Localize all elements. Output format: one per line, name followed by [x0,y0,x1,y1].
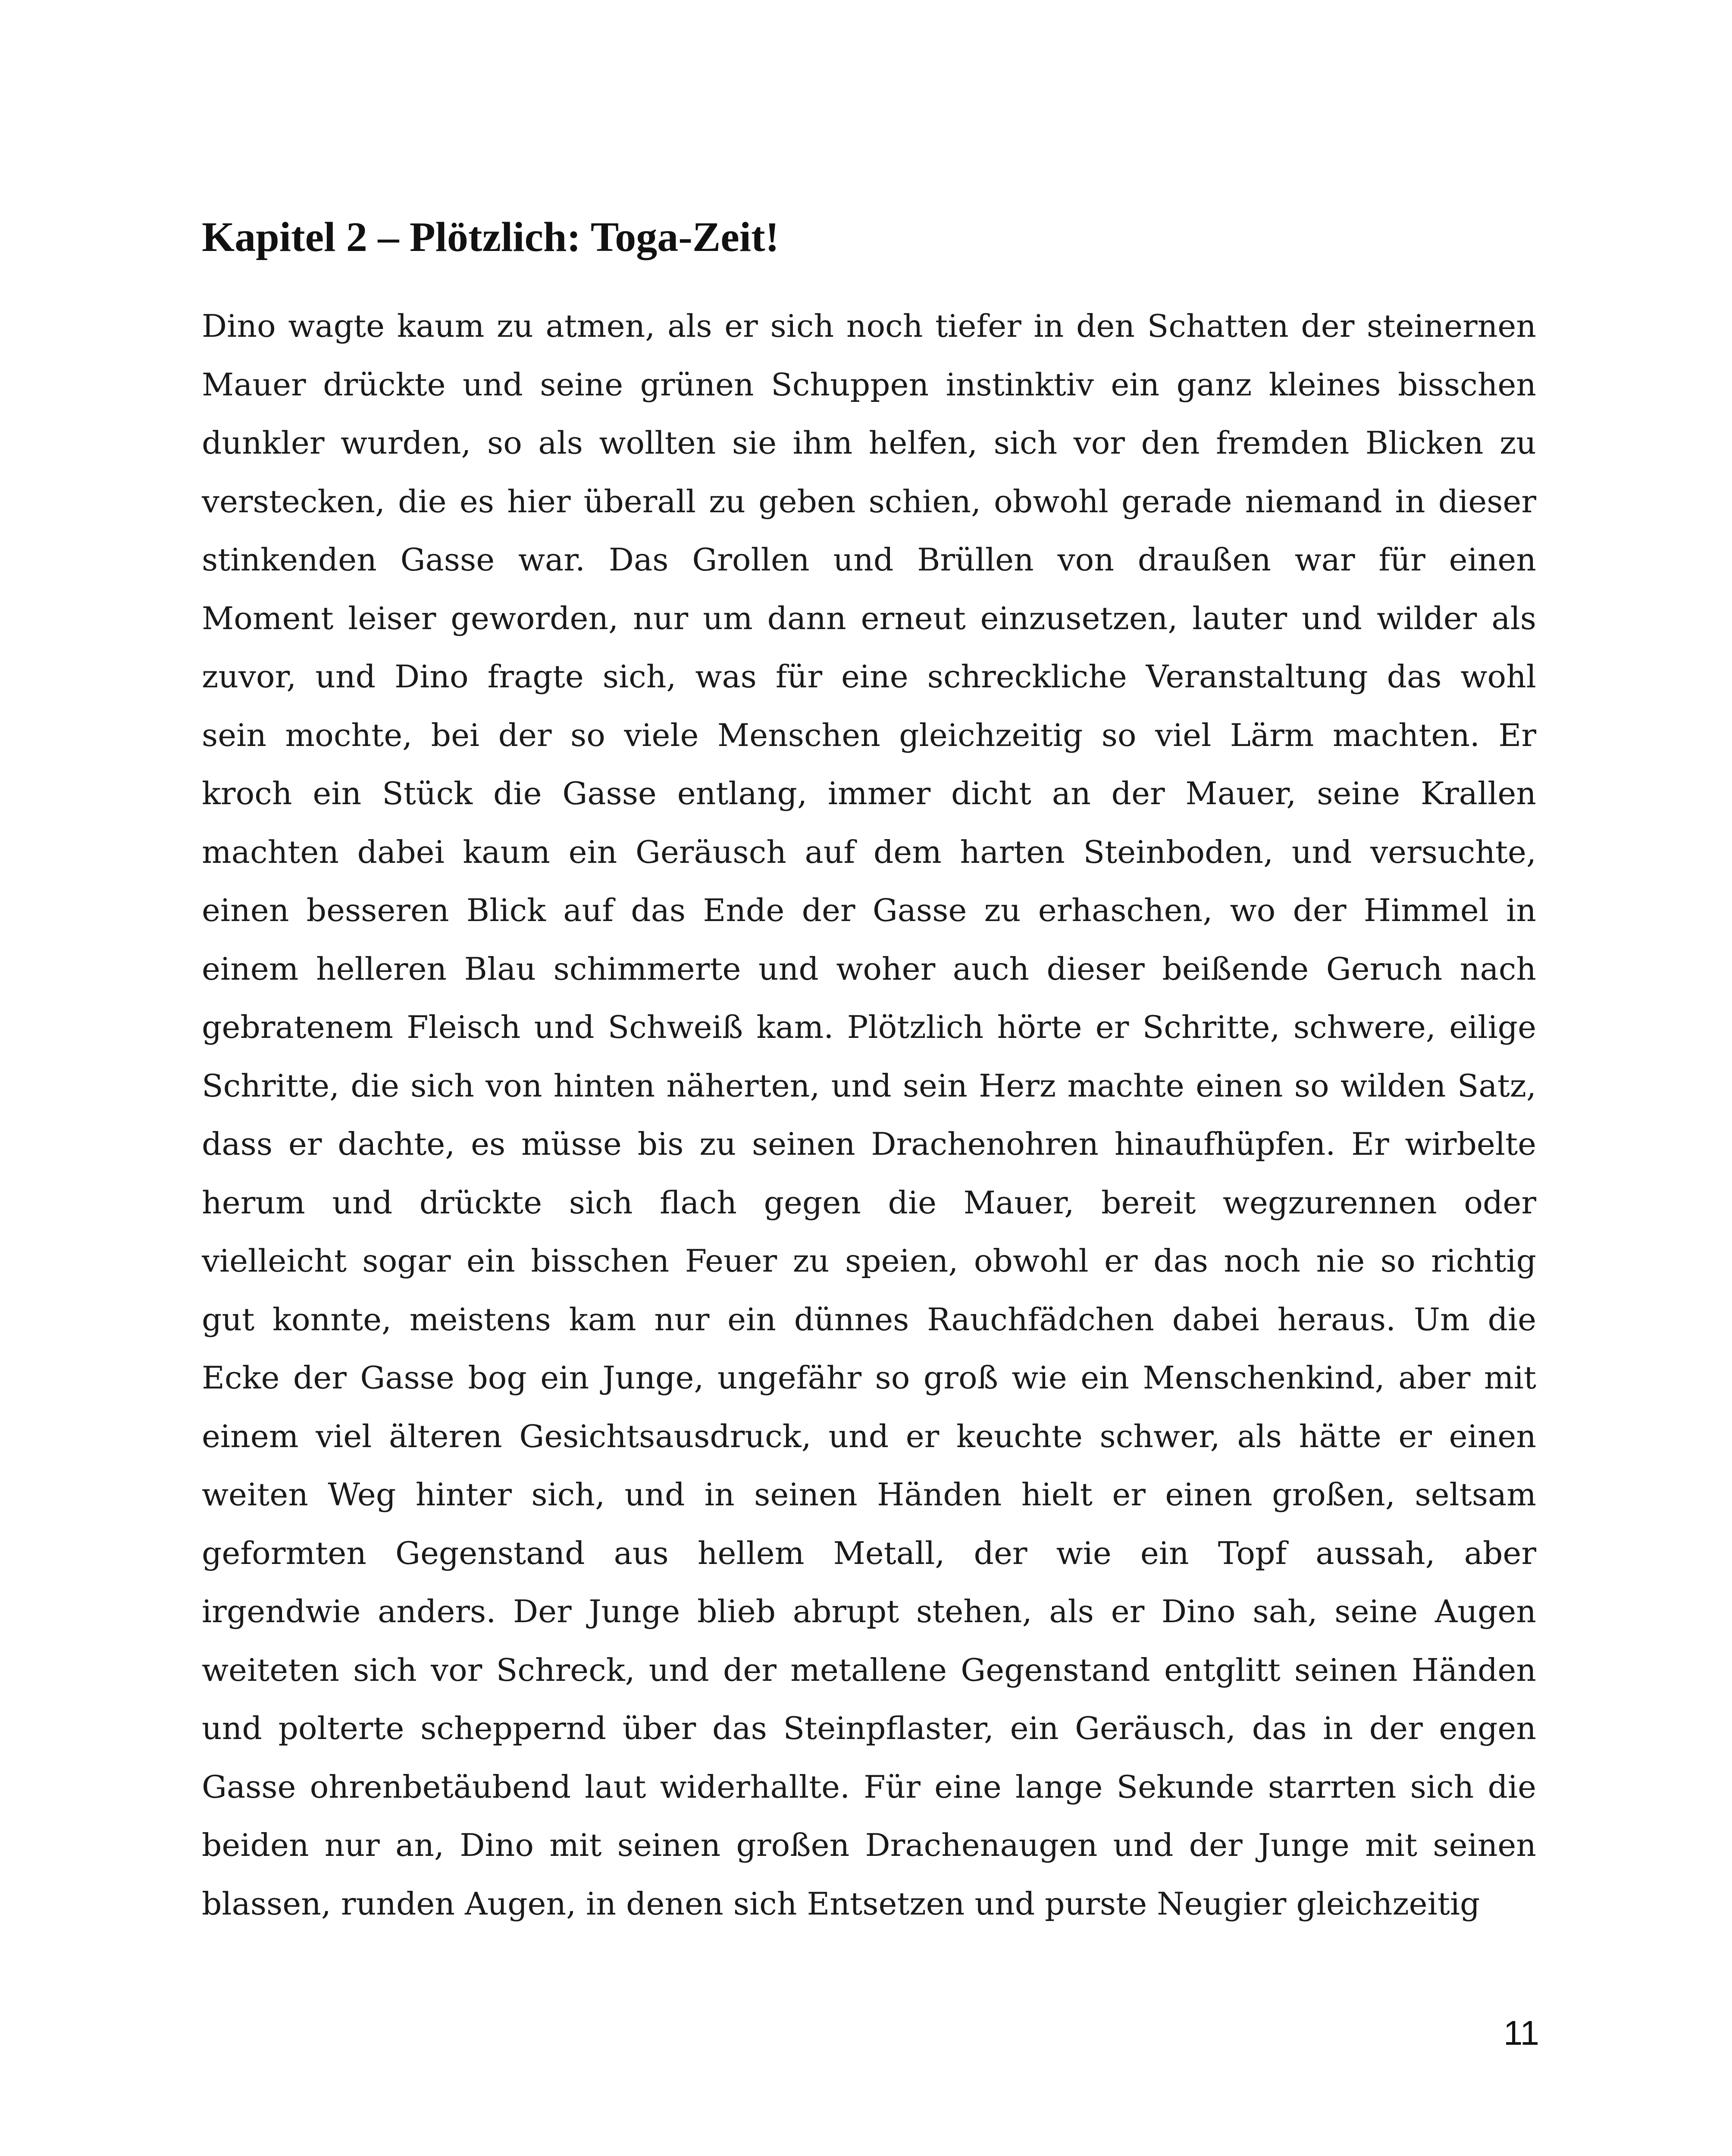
chapter-title: Kapitel 2 – Plötzlich: Toga-Zeit! [202,214,780,260]
text-line: weiten Weg hinter sich, und in seinen Händen hielt er einen großen, seltsam [202,1477,1536,1513]
text-line: Mauer drückte und seine grünen Schuppen instinktiv ein ganz kleines bisschen [202,367,1536,403]
text-line: beiden nur an, Dino mit seinen großen Drachenaugen und der Junge mit seinen [202,1827,1536,1864]
text-line: einen besseren Blick auf das Ende der Gasse zu erhaschen, wo der Himmel in [202,893,1536,929]
text-line: verstecken, die es hier überall zu geben schien, obwohl gerade niemand in dieser [202,483,1536,520]
text-line: einem helleren Blau schimmerte und woher auch dieser beißende Geruch nach [202,951,1536,987]
text-line: blassen, runden Augen, in denen sich Entsetzen und purste Neugier gleichzeitig [202,1886,1480,1922]
text-line: dunkler wurden, so als wollten sie ihm helfen, sich vor den fremden Blicken zu [202,425,1536,461]
text-line: kroch ein Stück die Gasse entlang, immer dicht an der Mauer, seine Krallen [202,776,1536,812]
text-line: Schritte, die sich von hinten näherten, und sein Herz machte einen so wilden Satz, [202,1068,1536,1104]
text-line: Ecke der Gasse bog ein Junge, ungefähr so groß wie ein Menschenkind, aber mit [202,1360,1536,1396]
text-line: vielleicht sogar ein bisschen Feuer zu speien, obwohl er das noch nie so richtig [202,1243,1536,1279]
text-line: Moment leiser geworden, nur um dann erneut einzusetzen, lauter und wilder als [202,600,1536,637]
text-line: gut konnte, meistens kam nur ein dünnes Rauchfädchen dabei heraus. Um die [202,1301,1536,1338]
text-line: und polterte scheppernd über das Steinpflaster, ein Geräusch, das in der engen [202,1711,1536,1747]
text-line: dass er dachte, es müsse bis zu seinen Drachenohren hinaufhüpfen. Er wirbelte [202,1126,1536,1163]
text-line: Dino wagte kaum zu atmen, als er sich noch tiefer in den Schatten der steinernen [202,308,1536,345]
text-line: gebratenem Fleisch und Schweiß kam. Plötzlich hörte er Schritte, schwere, eilige [202,1009,1536,1046]
page-number: 11 [1503,2014,1539,2052]
text-line: irgendwie anders. Der Junge blieb abrupt stehen, als er Dino sah, seine Augen [202,1594,1536,1630]
text-line: sein mochte, bei der so viele Menschen gleichzeitig so viel Lärm machten. Er [202,717,1536,754]
text-line: herum und drückte sich flach gegen die Mauer, bereit wegzurennen oder [202,1185,1536,1221]
body-text [202,298,1536,1934]
text-line: stinkenden Gasse war. Das Grollen und Brüllen von draußen war für einen [202,542,1536,578]
text-line: geformten Gegenstand aus hellem Metall, der wie ein Topf aussah, aber [202,1535,1536,1572]
text-line: zuvor, und Dino fragte sich, was für eine schreckliche Veranstaltung das wohl [202,659,1536,695]
text-line: machten dabei kaum ein Geräusch auf dem harten Steinboden, und versuchte, [202,834,1536,871]
text-line: einem viel älteren Gesichtsausdruck, und er keuchte schwer, als hätte er einen [202,1418,1536,1455]
text-line: weiteten sich vor Schreck, und der metallene Gegenstand entglitt seinen Händen [202,1652,1536,1689]
text-line: Gasse ohrenbetäubend laut widerhallte. Für eine lange Sekunde starrten sich die [202,1769,1536,1805]
